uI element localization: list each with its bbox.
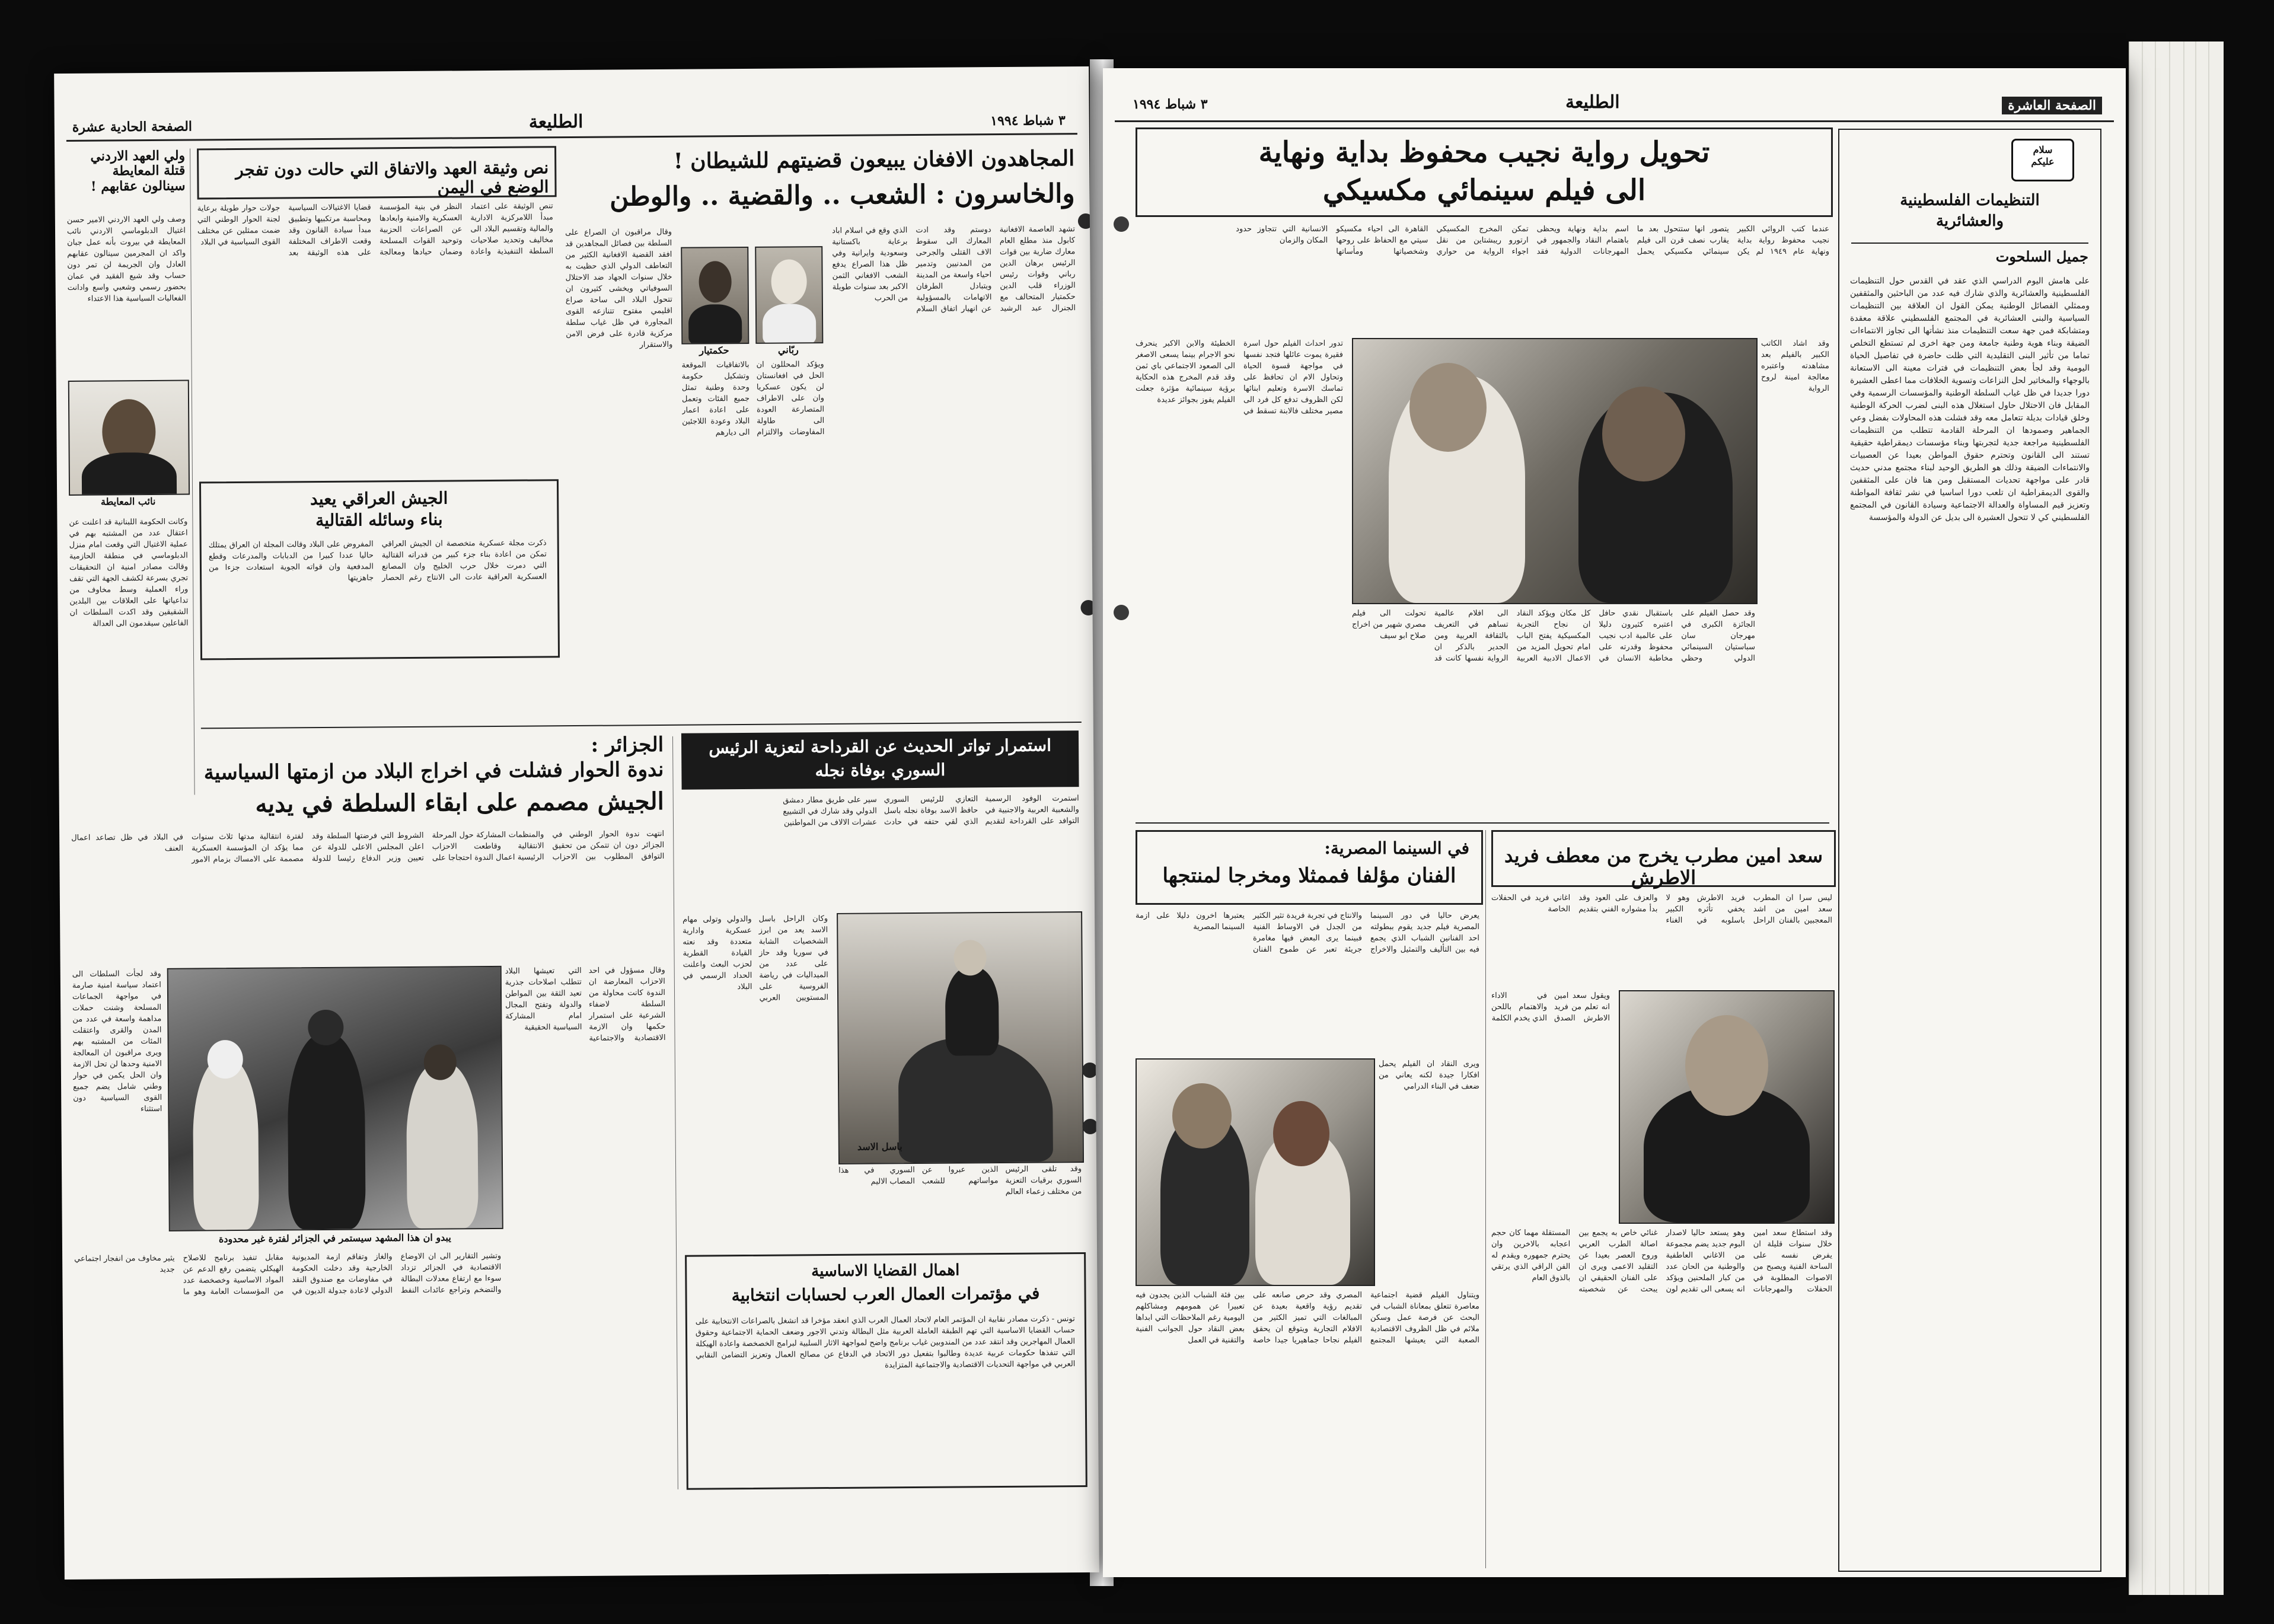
photo-caption: حكمتيار <box>699 344 729 356</box>
mahfouz-article-body: تدور احداث الفيلم حول اسرة فقيرة يموت عائلها فتجد نفسها في مواجهة قسوة الحياة وتحاول الام ان تحافظ على تماسك الاسرة وتعليم ابنائها لكن الظروف تدفع كل فرد الى مصير مختلف فالابنة تسقط في الخطيئة والابن الاكبر ينحرف نحو الاجرام بينما يسعى الاصغر الى الصعود الاجتماعي باي ثمن وقد قدم المخرج هذه الحكاية برؤية سينمائية مؤثرة جعلت الفيلم يفوز بجوائز عديدة <box>1136 339 1343 416</box>
syria-article-body: وكان الراحل باسل الاسد يعد من ابرز الشخصيات الشابة في سوريا وقد حاز على عدد من الميداليات في رياضة الفروسية على المستويين العربي والدولي وتولى مهام عسكرية وادارية متعددة وقد نعته القيادة القطرية لحزب البعث واعلنت الحداد الرسمي في البلاد <box>682 914 829 1003</box>
page-number: الصفحة الحادية عشرة <box>72 119 193 135</box>
jordan-column <box>66 149 190 790</box>
photo-caption: ربّاني <box>777 344 799 356</box>
saad-amin-article-body: ويقول سعد امين انه تعلم من فريد الاطرش الصدق في الاداء والاهتمام باللحن الذي يخدم الكلمة <box>1491 991 1610 1023</box>
left-newspaper-page <box>54 66 1099 1580</box>
page-stack-edge <box>2195 42 2208 1595</box>
logo-line-2: عليكم <box>2031 156 2055 167</box>
page-number: الصفحة العاشرة <box>2002 97 2102 114</box>
binder-hole <box>1082 1063 1098 1078</box>
placeholder <box>54 73 149 74</box>
page-stack-edge <box>2208 42 2224 1595</box>
syria-banner-headline: استمرار تواتر الحديث عن القرداحة لتعزية الرئيس السوري بوفاة نجله <box>681 730 1079 790</box>
photo-caption: باسل الاسد <box>857 1141 902 1153</box>
page-stack-edge <box>2129 42 2142 1595</box>
binder-hole <box>1114 605 1129 620</box>
page-stack-edge <box>2155 42 2169 1595</box>
afghan-article-body: تشهد العاصمة الافغانية كابول منذ مطلع العام معارك ضارية بين قوات الرئيس برهان الدين رباني وقوات رئيس الوزراء قلب الدين حكمتيار المتحالف مع الجنرال عبد الرشيد دوستم وقد ادت المعارك الى سقوط الاف القتلى والجرحى من المدنيين وتدمير احياء واسعة من المدينة ويتبادل الطرفان الاتهامات بالمسؤولية عن انهيار اتفاق السلام الذي وقع في اسلام اباد برعاية باكستانية وسعودية وايرانية وفي ظل هذا الصراع يدفع الشعب الافغاني الثمن الاكبر بعد سنوات طويلة من الحرب <box>832 225 1076 314</box>
page-stack-edge <box>2169 42 2183 1595</box>
photo-caption: نائب المعايطة <box>100 495 156 508</box>
saad-amin-headline-box <box>1491 830 1836 887</box>
yemen-article-body: تنص الوثيقة على اعتماد مبدأ اللامركزية الادارية والمالية وتقسيم البلاد الى مخاليف وتحديد صلاحيات السلطة التنفيذية واعادة النظر في بنية المؤسسة العسكرية والامنية وابعادها عن الصراعات الحزبية وتوحيد القوات المسلحة وضمان حيادها ومعالجة قضايا الاغتيالات السياسية ومحاسبة مرتكبيها وتطبيق مبدأ سيادة القانون وقد وقعت الاطراف المختلفة على هذه الوثيقة بعد جولات حوار طويلة برعاية لجنة الحوار الوطني التي ضمت ممثلين عن مختلف القوى السياسية في البلاد <box>197 202 554 258</box>
jordan-headline: ولي العهد الاردني قتلة المعايطة سينالون عقابهم ! <box>90 148 186 194</box>
syria-article-body: استمرت الوفود الرسمية والشعبية العربية والاجنبية في التوافد على القرداحة لتقديم التعازي للرئيس السوري حافظ الاسد بوفاة نجله باسل الذي لقي حتفه في حادث سير على طريق مطار دمشق الدولي وقد شارك في التشييع عشرات الالاف من المواطنين <box>783 794 1080 828</box>
saad-amin-headline: سعد امين مطرب يخرج من معطف فريد الاطرش <box>1504 844 1823 889</box>
afghan-article-body: وقال مراقبون ان الصراع على السلطة بين فصائل المجاهدين قد افقد القضية الافغانية الكثير من التعاطف الدولي الذي حظيت به خلال سنوات الجهاد ضد الاحتلال السوفياتي ويخشى كثيرون ان تتحول البلاد الى ساحة صراع اقليمي مفتوح تتنازعه القوى المجاورة في ظل غياب سلطة مركزية قادرة على فرض الامن والاستقرار <box>564 227 673 350</box>
algeria-article-body: وقال مسؤول في احد الاحزاب المعارضة ان الندوة كانت محاولة من السلطة لاضفاء الشرعية على استمرار حكمها وان الازمة الاقتصادية والاجتماعية التي تعيشها البلاد تتطلب اصلاحات جذرية تعيد الثقة بين المواطن والدولة وتفتح المجال امام المشاركة السياسية الحقيقية <box>505 965 666 1043</box>
workers-article-body: تونس - ذكرت مصادر نقابية ان المؤتمر العام لاتحاد العمال العرب الذي انعقد مؤخرا قد انشغل بالصراعات الانتخابية على حساب القضايا الاساسية التي تهم الطبقة العاملة العربية مثل البطالة وتدني الاجور وضعف الحماية الاجتماعية وحقوق العمال المهاجرين وقد انتقد عدد من المندوبين غياب برنامج واضح لمواجهة الاثار السلبية لبرامج الخصخصة واعادة الهيكلة التي تنفذها حكومات عربية عديدة وطالبوا بتفعيل دور الاتحاد في الدفاع عن مصالح العمال وتعزيز التضامن النقابي العربي في مواجهة التحديات الاقتصادية والاجتماعية المتزايدة <box>695 1314 1076 1370</box>
algeria-article-body: وقد لجأت السلطات الى اعتماد سياسة امنية صارمة في مواجهة الجماعات المسلحة وشنت حملات مداهمة واسعة في عدد من المدن والقرى واعتقلت المئات من المشتبه بهم ويرى مراقبون ان المعالجة الامنية وحدها لن تحل الازمة وان الحل يكمن في حوار وطني شامل يضم جميع القوى السياسية دون استثناء <box>72 969 162 1114</box>
mahfouz-article-body: عندما كتب الروائي الكبير نجيب محفوظ رواية بداية ونهاية عام ١٩٤٩ لم يكن يتصور انها ستتحول بعد ما يقارب نصف قرن الى فيلم سينمائي مكسيكي يحمل اسم بداية ونهاية ويحظى باهتمام النقاد والجمهور في المهرجانات الدولية فقد تمكن المخرج المكسيكي ارتورو ريبشتاين من نقل اجواء الرواية من حواري القاهرة الى احياء مكسيكو سيتي مع الحفاظ على روحها وشخصياتها ومأساتها الانسانية التي تتجاوز حدود المكان والزمان <box>1236 225 1829 256</box>
cinema-headline: الفنان مؤلفا فممثلا ومخرجا لمنتجها <box>1162 864 1456 888</box>
opinion-column-box <box>1838 129 2101 1572</box>
issue-date: ٣ شباط ١٩٩٤ <box>990 113 1066 129</box>
article-body: وكانت الحكومة اللبنانية قد اعلنت عن اعتقال عدد من المشتبه بهم في عملية الاغتيال التي وقعت امام منزل الدبلوماسي في منطقة الحازمية وقالت مصادر امنية ان التحقيقات تجري بسرعة لكشف الجهة التي تقف وراء العملية وسط مخاوف من تداعياتها على العلاقات بين البلدين الشقيقين وقد اكدت السلطات ان الفاعلين سيقدمون الى العدالة <box>69 517 189 628</box>
egyptian-cinema-headline-box <box>1136 830 1483 905</box>
saad-amin-article-body: وقد استطاع سعد امين خلال سنوات قليلة ان يفرض نفسه على الساحة الفنية ويصبح من الاصوات المطلوبة في الحفلات والمهرجانات وهو يستعد حاليا لاصدار البوم جديد يضم مجموعة من الاغاني العاطفية والوطنية من الحان عدد من كبار الملحنين ويؤكد انه يسعى الى تقديم لون غنائي خاص به يجمع بين اصالة الطرب العربي وروح العصر بعيدا عن التقليد الاعمى ويرى ان على الفنان الحقيقي ان يبحث عن شخصيته المستقلة مهما كان حجم اعجابه بالاخرين وان يحترم جمهوره ويقدم له الفن الراقي الذي يرتقي بالذوق العام <box>1491 1229 1832 1294</box>
arab-workers-article-box <box>685 1252 1087 1490</box>
mahfouz-article-body: وقد حصل الفيلم على الجائزة الكبرى في مهرجان سان سباستيان السينمائي الدولي وحظي باستقبال نقدي حافل اعتبره كثيرون دليلا على عالمية ادب نجيب محفوظ وقدرته على مخاطبة الانسان في كل مكان ويؤكد النقاد ان نجاح التجربة المكسيكية يفتح الباب امام تحويل المزيد من الاعمال الادبية العربية الى افلام عالمية تساهم في التعريف بالثقافة العربية ومن الجدير بالذكر ان الرواية نفسها كانت قد تحولت الى فيلم مصري شهير من اخراج صلاح ابو سيف <box>1352 609 1755 663</box>
cinema-article-body: يعرض حاليا في دور السينما المصرية فيلم جديد يقوم ببطولته احد الفنانين الشباب الذي يجمع فيه بين التأليف والتمثيل والاخراج والانتاج في تجربة فريدة تثير الكثير من الجدل في الاوساط الفنية فبينما يرى البعض فيها مغامرة جريئة تعبر عن طموح الفنان يعتبرها اخرون دليلا على ازمة السينما المصرية <box>1136 911 1479 954</box>
iraq-article-body: ذكرت مجلة عسكرية متخصصة ان الجيش العراقي تمكن من اعادة بناء جزء كبير من قدراته القتالية التي دمرت خلال حرب الخليج وان المصانع العسكرية العراقية عادت الى الانتاج رغم الحصار المفروض على البلاد وقالت المجلة ان العراق يمتلك حاليا عددا كبيرا من الدبابات والمدرعات وقطع المدفعية وان قواته الجوية استعادت جزءا من جاهزيتها <box>208 538 547 583</box>
iraq-article-box <box>199 479 560 660</box>
masthead: الطليعة <box>528 111 583 133</box>
film-couple-photo <box>1136 1058 1375 1286</box>
afghan-article-body: ويؤكد المحللون ان الحل في افغانستان لن يكون عسكريا وان على الاطراف المتصارعة العودة الى طاولة المفاوضات والالتزام بالاتفاقيات الموقعة وتشكيل حكومة وحدة وطنية تمثل جميع الفئات وتعمل على اعادة اعمار البلاد وعودة اللاجئين الى ديارهم <box>681 360 825 438</box>
mahfouz-headline-1: تحويل رواية نجيب محفوظ بداية ونهاية <box>1258 136 1710 169</box>
section-rule <box>1851 243 2088 244</box>
right-newspaper-page <box>1103 68 2126 1577</box>
column-rule <box>190 149 195 795</box>
column-rule <box>1485 830 1486 1568</box>
cinema-article-body: ويرى النقاد ان الفيلم يحمل افكارا جيدة لكنه يعاني من ضعف في البناء الدرامي <box>1379 1060 1479 1091</box>
masthead: الطليعة <box>1565 92 1620 113</box>
algeria-street-photo <box>167 966 503 1231</box>
mexican-film-still-photo <box>1352 338 1758 604</box>
mahfouz-headline-box <box>1136 127 1833 217</box>
binder-hole <box>1114 216 1129 232</box>
cinema-kicker: في السينما المصرية: <box>1324 838 1469 858</box>
issue-date: ٣ شباط ١٩٩٤ <box>1133 97 1208 112</box>
article-body: وصف ولي العهد الاردني الامير حسن اغتيال الدبلوماسي الاردني نائب المعايطة في بيروت بأنه عمل جبان واكد ان المجرمين سينالون عقابهم العادل وان الجريمة لن تمر دون حساب وقد شيع الفقيد في عمان بحضور رسمي وشعبي واسع وادانت الفعاليات السياسية هذا الاعتداء <box>66 215 186 304</box>
afghan-headline-1: المجاهدون الافغان يبيعون قضيتهم للشيطان ! <box>673 146 1075 174</box>
column-rule <box>672 736 678 1489</box>
basil-assad-horse-photo <box>837 911 1084 1164</box>
yemen-headline: نص وثيقة العهد والاتفاق التي حالت دون تفجر الوضع في اليمن <box>235 158 549 197</box>
page-stack-edge <box>2142 42 2155 1595</box>
salam-alaykum-logo <box>2011 139 2074 181</box>
mahfouz-article-body: وقد اشاد الكاتب الكبير بالفيلم بعد مشاهدته واعتبره معالجة امينة لروح الرواية <box>1761 339 1829 393</box>
page-header <box>1103 92 2126 118</box>
section-rule <box>1136 822 1829 824</box>
column-title-2: والعشائرية <box>1935 212 2004 230</box>
afghan-headline-2: والخاسرون : الشعب .. والقضية .. والوطن <box>610 178 1075 212</box>
saad-amin-photo <box>1619 990 1835 1224</box>
yemen-headline-box <box>197 146 557 199</box>
iraq-headline-1: الجيش العراقي يعيد <box>310 488 448 509</box>
cinema-article-body: ويتناول الفيلم قضية اجتماعية معاصرة تتعلق بمعاناة الشباب في البحث عن فرصة عمل وسكن ملائم في ظل الظروف الاقتصادية الصعبة التي يعيشها المجتمع المصري وقد حرص صانعه على تقديم رؤية واقعية بعيدة عن المبالغات التي تميز الكثير من الافلام التجارية ويتوقع ان يحقق الفيلم نجاحا جماهيريا جيدا خاصة بين فئة الشباب الذين يجدون فيه تعبيرا عن همومهم ومشاكلهم اليومية رغم الملاحظات التي ابداها بعض النقاد حول الجوانب الفنية والتقنية في العمل <box>1136 1291 1479 1345</box>
algeria-headline-2: الجيش مصمم على ابقاء السلطة في يديه <box>255 787 664 818</box>
workers-headline-2: في مؤتمرات العمال العرب لحسابات انتخابية <box>731 1283 1040 1306</box>
hekmatyar-photo <box>681 247 749 344</box>
iraq-headline-2: بناء وسائله القتالية <box>315 509 443 531</box>
column-title-1: التنظيمات الفلسطينية <box>1900 192 2040 209</box>
photo-caption: يبدو ان هذا المشهد سيستمر في الجزائر لفترة غير محدودة <box>218 1231 451 1245</box>
algeria-headline-1: ندوة الحوار فشلت في اخراج البلاد من ازمتها السياسية <box>203 757 664 785</box>
algeria-kicker: الجزائر : <box>591 732 664 757</box>
saad-amin-article-body: ليس سرا ان المطرب سعد امين من اشد المعجبين بالفنان الراحل فريد الاطرش وهو لا يخفي تأثره الكبير باسلوبه في الغناء والعزف على العود وقد بدأ مشواره الفني بتقديم اغاني فريد في الحفلات الخاصة <box>1491 894 1832 925</box>
mahfouz-headline-2: الى فيلم سينمائي مكسيكي <box>1322 174 1646 207</box>
header-rule <box>1115 120 2114 122</box>
column-author: جميل السلحوت <box>1995 248 2088 265</box>
section-rule <box>201 722 1082 729</box>
page-stack-edge <box>2183 42 2195 1595</box>
algeria-article-body: انتهت ندوة الحوار الوطني في الجزائر دون ان تتمكن من تحقيق التوافق المطلوب بين الاحزاب والمنظمات المشاركة حول المرحلة الانتقالية وقاطعت الاحزاب الرئيسية اعمال الندوة احتجاجا على الشروط التي فرضتها السلطة وقد اعلن المجلس الاعلى للدولة عن تعيين وزير الدفاع رئيسا للدولة لفترة انتقالية مدتها ثلاث سنوات مما يؤكد ان المؤسسة العسكرية مصممة على الامساك بزمام الامور في البلاد في ظل تصاعد اعمال العنف <box>71 829 665 864</box>
syria-article-body: وقد تلقى الرئيس السوري برقيات التعزية من مختلف زعماء العالم الذين عبروا عن مواساتهم للشعب السوري في هذا المصاب الاليم <box>838 1164 1082 1197</box>
binder-hole <box>1083 1119 1098 1134</box>
opinion-article-body: على هامش اليوم الدراسي الذي عقد في القدس حول التنظيمات الفلسطينية والعشائرية والذي شارك فيه عدد من الباحثين والمثقفين وممثلي الفصائل الوطنية يمكن القول ان العلاقة بين التنظيمات السياسية والبنى العشائرية في المجتمع الفلسطيني علاقة معقدة ومتشابكة فمن جهة سعت التنظيمات منذ نشأتها الى تجاوز الانتماءات الضيقة وبناء هوية وطنية جامعة ومن جهة اخرى لم تستطع التخلص تماما من تأثير البنى التقليدية التي ظلت حاضرة في تفاصيل الحياة اليومية وقد لجأ بعض التنظيمات في فترات معينة الى الاستعانة بالوجهاء والمخاتير لحل النزاعات وتسوية الخلافات مما اعطى العشيرة دورا جديدا في ظل غياب السلطة الوطنية والمؤسسات الرسمية وفي المقابل فان الاحتلال حاول استغلال هذه البنى لضرب الحركة الوطنية وخلق قيادات بديلة تتعامل معه وقد فشلت هذه المحاولات بفضل وعي الجماهير وصمودها ان المرحلة القادمة تتطلب من التنظيمات الفلسطينية مراجعة جدية لتجربتها وبناء مؤسسات ديمقراطية حقيقية تستند الى القانون وتحترم حقوق المواطن بعيدا عن العصبيات والانتماءات الضيقة وذلك هو الطريق الوحيد لبناء مجتمع مدني حديث قادر على مواجهة تحديات المستقبل ومن هنا فان على المثقفين والقوى الديمقراطية ان تلعب دورا اساسيا في نشر ثقافة المواطنة وتعزيز قيم المساواة والعدالة الاجتماعية وسيادة القانون في المجتمع الفلسطيني كي لا تتحول العشيرة الى بديل عن الدولة والمؤسسة <box>1850 276 2090 522</box>
algeria-article-body: وتشير التقارير الى ان الاوضاع الاقتصادية في الجزائر تزداد سوءا مع ارتفاع معدلات البطالة والتضخم وتراجع عائدات النفط والغاز وتفاقم ازمة المديونية الخارجية وقد دخلت الحكومة في مفاوضات مع صندوق النقد الدولي لاعادة جدولة الديون في مقابل تنفيذ برنامج للاصلاح الهيكلي يتضمن رفع الدعم عن المواد الاساسية وخصخصة عدد من المؤسسات العامة وهو ما يثير مخاوف من انفجار اجتماعي جديد <box>74 1251 502 1297</box>
maaytah-portrait-photo <box>68 380 190 496</box>
workers-headline-1: اهمال القضايا الاساسية <box>811 1261 960 1281</box>
rabbani-photo <box>755 246 823 344</box>
logo-line-1: سلام <box>2033 144 2053 155</box>
